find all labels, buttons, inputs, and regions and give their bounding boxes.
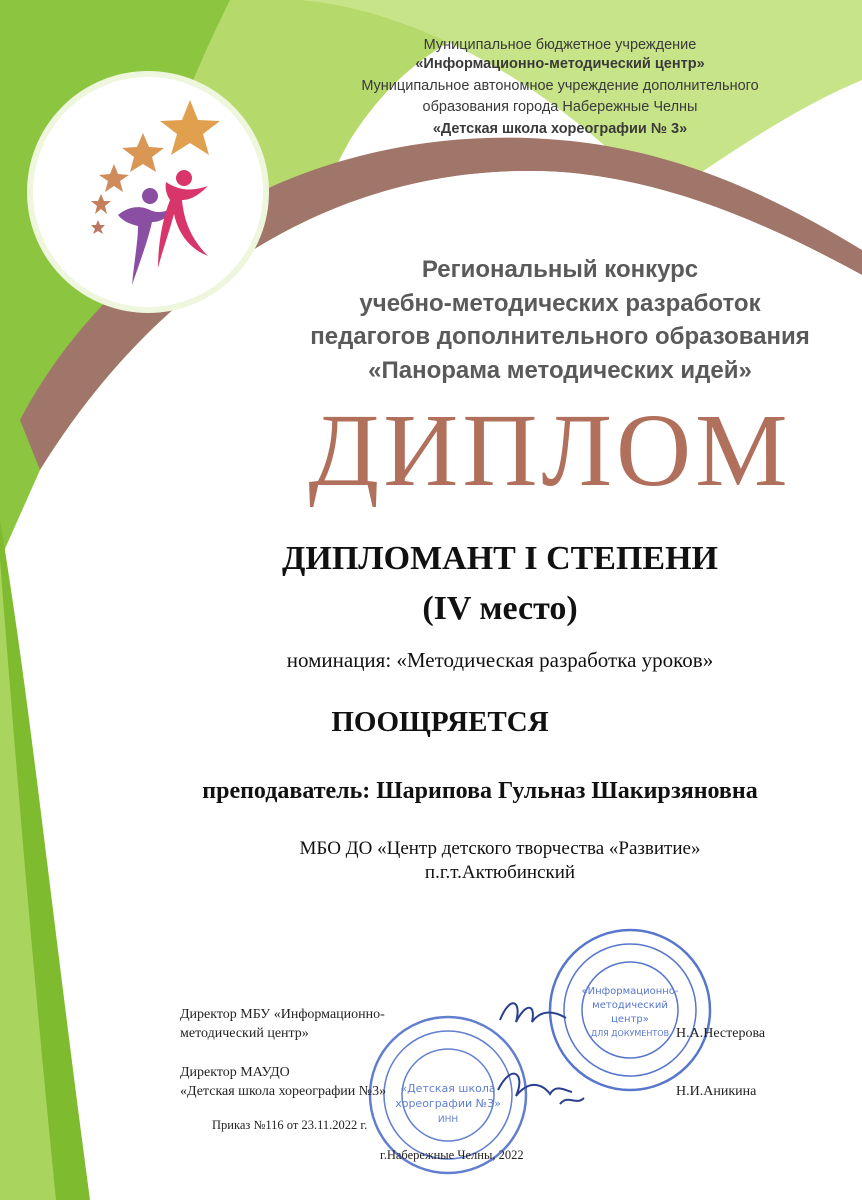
- director-2-line-1: Директор МАУДО: [180, 1065, 290, 1080]
- signature-2: [498, 1074, 584, 1104]
- director-1-line-2: методический центр»: [180, 1026, 309, 1041]
- right-stamp-text-2: методический: [592, 1000, 668, 1011]
- right-stamp: [550, 930, 710, 1090]
- header-line-4: образования города Набережные Челны: [422, 99, 698, 115]
- director-2-name: Н.И.Аникина: [676, 1084, 757, 1099]
- signature-1: [500, 1003, 566, 1022]
- header-line-1: Муниципальное бюджетное учреждение: [423, 37, 697, 53]
- right-stamp-text-3: центр»: [611, 1014, 649, 1025]
- award-encouraged: ПООЩРЯЕТСЯ: [331, 706, 549, 738]
- right-stamp-text-4: ДЛЯ ДОКУМЕНТОВ: [590, 1029, 670, 1038]
- header-line-5: «Детская школа хореографии № 3»: [432, 121, 688, 137]
- organization-line-1: МБО ДО «Центр детского творчества «Развитие»: [299, 838, 701, 859]
- right-stamp-text-1: «Информационно-: [581, 986, 679, 997]
- contest-line-1: Региональный конкурс: [421, 256, 699, 283]
- organization-line-2: п.г.т.Актюбинский: [424, 862, 576, 883]
- award-place: (IV место): [422, 590, 578, 627]
- contest-line-4: «Панорама методических идей»: [368, 357, 752, 384]
- header-line-2: «Информационно-методический центр»: [415, 56, 705, 72]
- order-number: Приказ №116 от 23.11.2022 г.: [212, 1118, 368, 1132]
- award-degree: ДИПЛОМАНТ I СТЕПЕНИ: [282, 540, 718, 577]
- header-line-3: Муниципальное автономное учреждение дополнительного: [361, 78, 759, 94]
- city-year: г.Набережные Челны, 2022: [380, 1148, 524, 1162]
- contest-line-2: учебно-методических разработок: [359, 290, 761, 317]
- director-2-line-2: «Детская школа хореографии №3»: [180, 1084, 387, 1099]
- recipient: преподаватель: Шарипова Гульназ Шакирзяновна: [202, 778, 758, 804]
- left-stamp-text-1: «Детская школа: [400, 1082, 496, 1095]
- left-stamp-text-3: ИНН: [437, 1115, 459, 1125]
- director-1-name: Н.А.Нестерова: [676, 1026, 766, 1041]
- director-1-line-1: Директор МБУ «Информационно-: [180, 1007, 385, 1022]
- diploma-title: ДИПЛОМ: [308, 393, 792, 508]
- contest-line-3: педагогов дополнительного образования: [310, 323, 810, 350]
- left-stamp-text-2: хореографии №3»: [395, 1097, 501, 1110]
- award-nomination: номинация: «Методическая разработка уроков»: [286, 648, 714, 672]
